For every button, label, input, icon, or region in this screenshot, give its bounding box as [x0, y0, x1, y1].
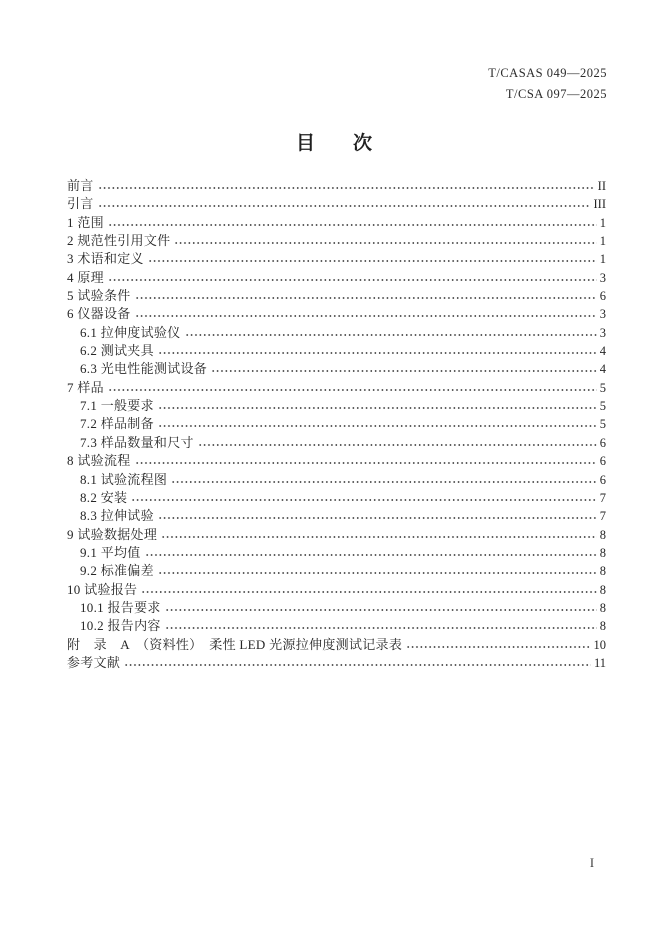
toc-row: [67, 542, 606, 560]
toc-dot-leader: [108, 388, 597, 392]
toc-dot-leader: [158, 406, 597, 410]
toc-dot-leader: [171, 480, 597, 484]
toc-entry-label: 5 试验条件: [67, 288, 131, 304]
toc-dot-leader: [158, 571, 597, 575]
toc-entry-label: 7.3 样品数量和尺寸: [80, 434, 194, 450]
toc-dot-leader: [98, 186, 595, 190]
toc-row: [67, 175, 606, 193]
toc-row: [67, 432, 606, 450]
toc-dot-leader: [124, 663, 591, 667]
toc-entry-label: 8.1 试验流程图: [80, 471, 168, 487]
toc-row: [67, 487, 606, 505]
toc-dot-leader: [165, 626, 597, 630]
toc-dot-leader: [158, 424, 597, 428]
toc-entry-page: III: [593, 197, 606, 212]
toc-dot-leader: [406, 645, 590, 649]
toc-row: [67, 322, 606, 340]
toc-entry-label: 8 试验流程: [67, 453, 131, 469]
page-title: 目 次: [295, 133, 372, 154]
toc-entry-label: 附 录 A （资料性） 柔性 LED 光源拉伸度测试记录表: [67, 636, 403, 652]
toc-dot-leader: [135, 461, 597, 465]
toc-entry-page: 3: [599, 307, 606, 322]
toc-entry-page: 8: [599, 582, 606, 597]
standard-number-primary: T/CASAS 049—2025: [488, 66, 607, 80]
toc-row: [67, 340, 606, 358]
toc-entry-page: 8: [599, 545, 606, 560]
toc-row: [67, 413, 606, 431]
toc-entry-label: 6 仪器设备: [67, 306, 131, 322]
toc-row: [67, 450, 606, 468]
toc-row: [67, 505, 606, 523]
toc-entry-label: 10.1 报告要求: [80, 599, 161, 615]
toc-entry-page: 8: [599, 527, 606, 542]
toc-entry-label: 引言: [67, 196, 94, 212]
toc-row: [67, 358, 606, 376]
toc-entry-page: 8: [599, 564, 606, 579]
toc-entry-label: 6.1 拉伸度试验仪: [80, 324, 181, 340]
toc-entry-label: 9 试验数据处理: [67, 526, 158, 542]
toc-entry-label: 9.2 标准偏差: [80, 563, 154, 579]
toc-entry-label: 7 样品: [67, 379, 104, 395]
toc-entry-label: 10.2 报告内容: [80, 618, 161, 634]
toc-entry-label: 7.1 一般要求: [80, 398, 154, 414]
toc-entry-page: 3: [599, 325, 606, 340]
toc-entry-page: 6: [599, 289, 606, 304]
toc-dot-leader: [148, 259, 597, 263]
toc-entry-page: 11: [593, 655, 606, 670]
toc-row: [67, 303, 606, 321]
toc-dot-leader: [98, 204, 591, 208]
document-header: [488, 63, 607, 105]
toc-entry-label: 8.3 拉伸试验: [80, 508, 154, 524]
toc-row: [67, 652, 606, 670]
toc-dot-leader: [131, 498, 596, 502]
toc-row: [67, 395, 606, 413]
toc-dot-leader: [161, 535, 597, 539]
toc-dot-leader: [141, 590, 596, 594]
toc-entry-page: 1: [599, 252, 606, 267]
toc-entry-label: 8.2 安装: [80, 489, 128, 505]
toc-row: [67, 634, 606, 652]
toc-dot-leader: [108, 278, 597, 282]
toc-row: [67, 267, 606, 285]
toc-entry-label: 6.3 光电性能测试设备: [80, 361, 208, 377]
toc-dot-leader: [158, 516, 597, 520]
toc-entry-page: 6: [599, 435, 606, 450]
toc-dot-leader: [158, 351, 597, 355]
toc-entry-page: 5: [599, 399, 606, 414]
toc-entry-page: 1: [599, 215, 606, 230]
toc-entry-page: 7: [599, 509, 606, 524]
toc-row: [67, 579, 606, 597]
toc-row: [67, 524, 606, 542]
toc-row: [67, 230, 606, 248]
toc-row: [67, 597, 606, 615]
toc-row: [67, 212, 606, 230]
toc-entry-page: 1: [599, 234, 606, 249]
toc-row: [67, 560, 606, 578]
toc-entry-label: 10 试验报告: [67, 581, 138, 597]
toc-row: [67, 469, 606, 487]
toc-row: [67, 193, 606, 211]
toc-dot-leader: [135, 296, 597, 300]
toc-dot-leader: [185, 333, 597, 337]
toc-entry-label: 前言: [67, 178, 94, 193]
toc-entry-label: 1 范围: [67, 214, 104, 230]
toc-entry-label: 9.1 平均值: [80, 544, 141, 560]
toc-entry-label: 6.2 测试夹具: [80, 343, 154, 359]
toc-entry-label: 7.2 样品制备: [80, 416, 154, 432]
toc-entry-page: 5: [599, 417, 606, 432]
toc-list: [67, 175, 606, 670]
toc-dot-leader: [145, 553, 597, 557]
toc-dot-leader: [165, 608, 597, 612]
toc-entry-page: 5: [599, 380, 606, 395]
toc-entry-label: 参考文献: [67, 654, 121, 670]
toc-dot-leader: [174, 241, 596, 245]
footer-page-number: I: [589, 856, 594, 870]
toc-entry-page: 6: [599, 454, 606, 469]
toc-entry-page: II: [597, 179, 606, 193]
toc-row: [67, 615, 606, 633]
toc-entry-page: 8: [599, 600, 606, 615]
toc-entry-label: 2 规范性引用文件: [67, 233, 171, 249]
toc-entry-label: 4 原理: [67, 269, 104, 285]
toc-row: [67, 285, 606, 303]
toc-entry-page: 3: [599, 270, 606, 285]
standard-number-secondary: T/CSA 097—2025: [505, 87, 607, 101]
toc-entry-label: 3 术语和定义: [67, 251, 144, 267]
toc-entry-page: 7: [599, 490, 606, 505]
toc-dot-leader: [198, 443, 597, 447]
toc-entry-page: 10: [593, 637, 606, 652]
toc-row: [67, 377, 606, 395]
toc-entry-page: 8: [599, 619, 606, 634]
toc-entry-page: 6: [599, 472, 606, 487]
toc-dot-leader: [108, 223, 597, 227]
toc-row: [67, 248, 606, 266]
toc-dot-leader: [135, 314, 597, 318]
toc-entry-page: 4: [599, 362, 606, 377]
toc-entry-page: 4: [599, 344, 606, 359]
toc-dot-leader: [211, 369, 597, 373]
